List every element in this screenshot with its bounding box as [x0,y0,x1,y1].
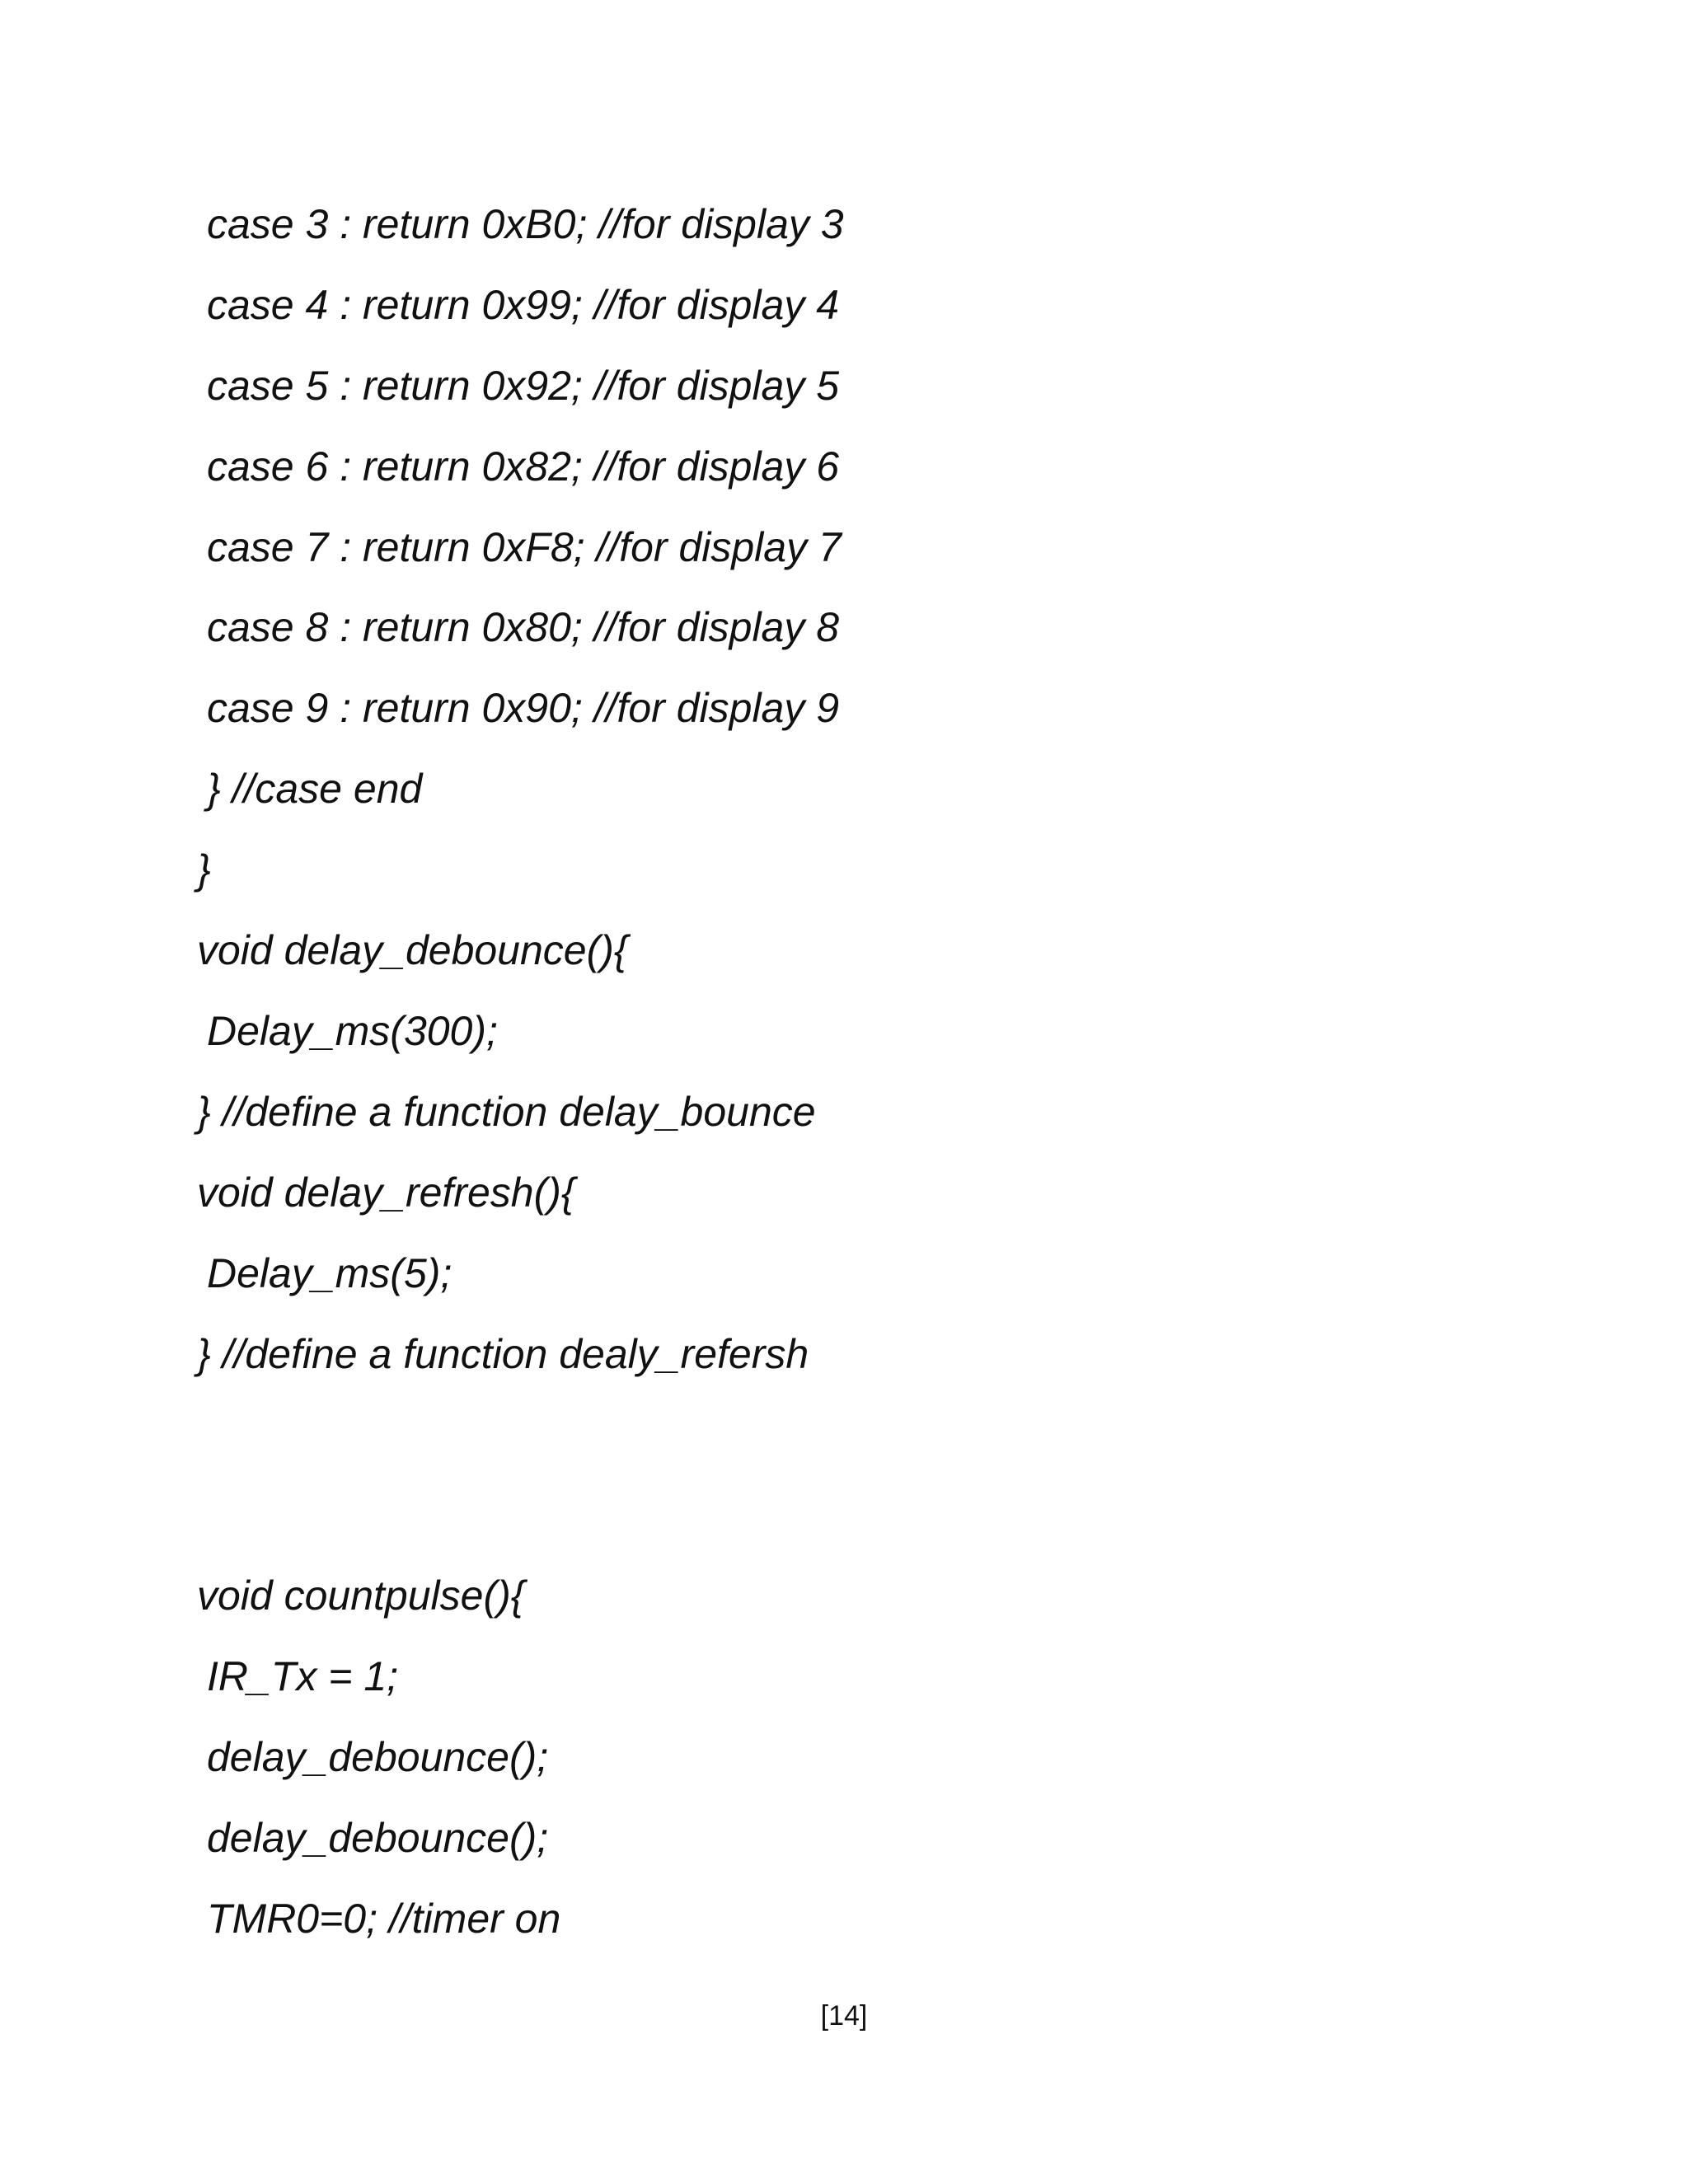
code-line: void countpulse(){ [197,1572,525,1619]
code-line: Delay_ms(5); [207,1250,452,1296]
code-line: } //case end [207,766,423,812]
code-line: delay_debounce(); [207,1734,549,1780]
code-line: case 6 : return 0x82; //for display 6 [207,443,840,490]
code-line: case 9 : return 0x90; //for display 9 [207,685,840,731]
code-line: } //define a function dealy_refersh [197,1331,809,1377]
code-line: void delay_refresh(){ [197,1169,575,1216]
code-line: delay_debounce(); [207,1815,549,1861]
code-line: case 7 : return 0xF8; //for display 7 [207,524,842,570]
code-line: Delay_ms(300); [207,1008,498,1054]
code-line: case 4 : return 0x99; //for display 4 [207,282,840,328]
code-line: case 8 : return 0x80; //for display 8 [207,604,840,650]
code-line: } //define a function delay_bounce [197,1089,816,1135]
code-line: void delay_debounce(){ [197,927,628,973]
code-line: } [197,846,211,893]
code-line: IR_Tx = 1; [207,1653,399,1699]
code-line: case 3 : return 0xB0; //for display 3 [207,201,844,247]
code-line: TMR0=0; //timer on [207,1896,561,1942]
page-number: [14] [820,2000,868,2032]
code-line: case 5 : return 0x92; //for display 5 [207,363,840,409]
